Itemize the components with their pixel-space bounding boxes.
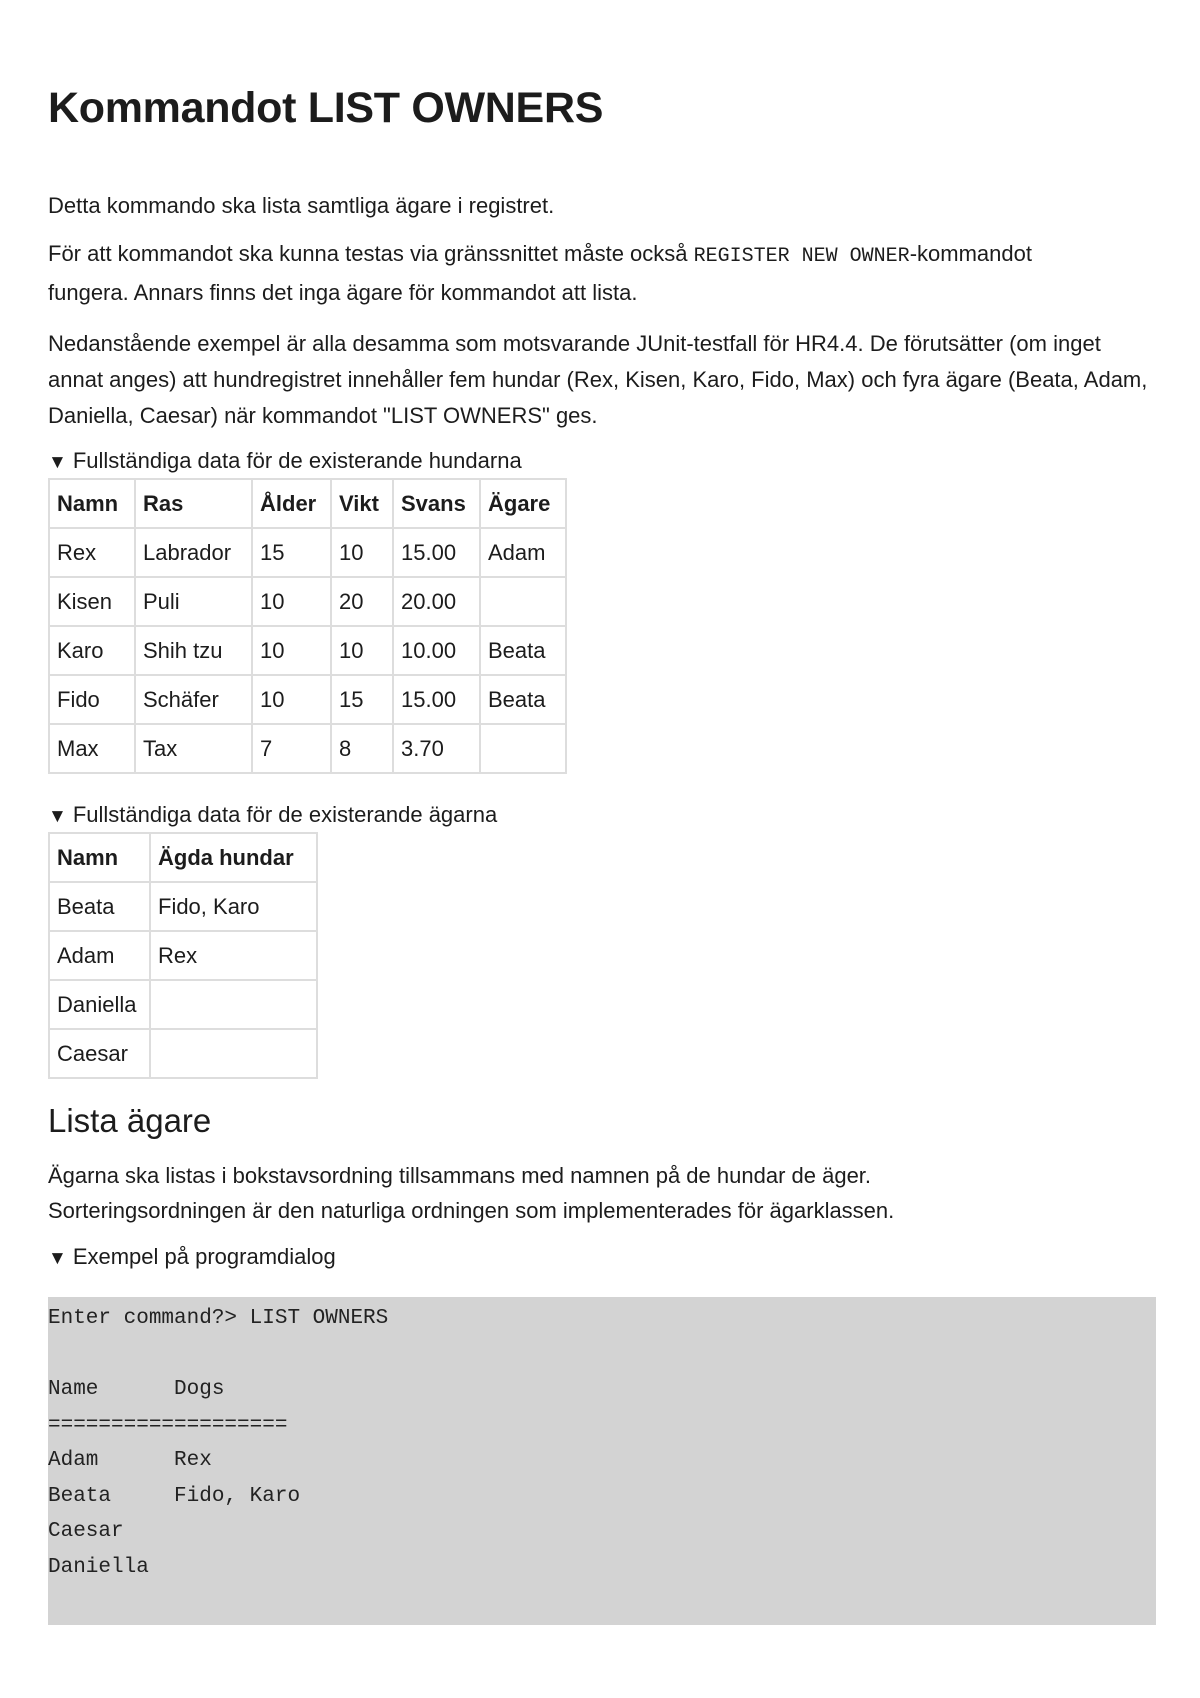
table-cell: 10 [331,528,393,577]
table-row [49,882,317,931]
table-row [49,1029,317,1078]
page-title: Kommandot LIST OWNERS [48,84,604,132]
table-row [49,626,566,675]
table-cell [480,724,566,773]
table-cell: Kisen [49,577,135,626]
dogs-summary-label: Fullständiga data för de existerande hundarna [72,448,522,473]
table-cell: 10 [252,675,331,724]
dogs-header-cell: Namn [49,479,135,528]
table-cell: 15 [331,675,393,724]
table-row [49,980,317,1029]
table-cell: 15.00 [393,528,480,577]
dogs-header-cell: Svans [393,479,480,528]
triangle-down-icon: ▼ [48,452,67,473]
table-cell: 10 [252,577,331,626]
table-cell: Beata [480,626,566,675]
table-cell: 15.00 [393,675,480,724]
table-cell: Shih tzu [135,626,252,675]
table-cell: Adam [480,528,566,577]
program-dialog-code-block: Enter command?> LIST OWNERS Name Dogs =================== Adam Rex Beata Fido, Karo Caesar Daniella [48,1297,1156,1625]
table-cell: Max [49,724,135,773]
dogs-table [48,478,567,774]
dogs-header-cell: Ålder [252,479,331,528]
intro-paragraph-2-text-b: -kommandot fungera. Annars finns det inga ägare för kommandot att lista. [48,241,1032,305]
owners-table [48,832,318,1079]
owners-summary-label: Fullständiga data för de existerande ägarna [72,802,498,827]
dialog-details-summary[interactable] [48,1244,336,1270]
list-owners-description: Ägarna ska listas i bokstavsordning tillsammans med namnen på de hundar de äger. Sorteringsordningen är den naturliga ordningen som implementerades för ägarklassen. [48,1163,895,1223]
owners-table-header-row [49,833,317,882]
table-row [49,528,566,577]
intro-paragraph-2 [48,236,1048,311]
dogs-header-cell: Ägare [480,479,566,528]
dogs-header-cell: Ras [135,479,252,528]
table-cell: Fido [49,675,135,724]
dogs-table-header-row [49,479,566,528]
owners-header-cell: Namn [49,833,150,882]
table-cell [480,577,566,626]
table-cell: 10 [331,626,393,675]
table-cell: Schäfer [135,675,252,724]
table-cell: 7 [252,724,331,773]
table-cell: Tax [135,724,252,773]
table-cell: Karo [49,626,135,675]
intro-paragraph-2-text-a: För att kommandot ska kunna testas via gränssnittet måste också [48,241,694,266]
table-cell: 3.70 [393,724,480,773]
table-cell: Puli [135,577,252,626]
table-cell: 10.00 [393,626,480,675]
table-cell: Adam [49,931,150,980]
table-cell [150,1029,317,1078]
dogs-details-summary[interactable] [48,448,522,474]
table-row [49,675,566,724]
intro-paragraph-3: Nedanstående exempel är alla desamma som motsvarande JUnit-testfall för HR4.4. De förutsätter (om inget annat anges) att hundregistret innehåller fem hundar (Rex, Kisen, Karo, Fido, Max) och fyra ägare (Beata, Adam, Daniella, Caesar) när kommandot "LIST OWNERS" ges. [48,331,1148,428]
list-owners-heading: Lista ägare [48,1102,212,1139]
dogs-header-cell: Vikt [331,479,393,528]
table-cell: Beata [49,882,150,931]
table-cell: Caesar [49,1029,150,1078]
table-row [49,577,566,626]
table-cell: 10 [252,626,331,675]
table-cell: 15 [252,528,331,577]
intro-paragraph-1: Detta kommando ska lista samtliga ägare i registret. [48,193,555,218]
table-cell: Fido, Karo [150,882,317,931]
table-row [49,931,317,980]
table-cell: Beata [480,675,566,724]
table-cell: Labrador [135,528,252,577]
dialog-summary-label: Exempel på programdialog [72,1244,336,1269]
triangle-down-icon: ▼ [48,1248,67,1269]
table-cell: 8 [331,724,393,773]
table-cell [150,980,317,1029]
table-cell: 20.00 [393,577,480,626]
table-cell: Daniella [49,980,150,1029]
table-cell: 20 [331,577,393,626]
table-row [49,724,566,773]
owners-header-cell: Ägda hundar [150,833,317,882]
owners-details-summary[interactable] [48,802,497,828]
table-cell: Rex [150,931,317,980]
triangle-down-icon: ▼ [48,806,67,827]
register-new-owner-code: REGISTER NEW OWNER [693,245,910,268]
table-cell: Rex [49,528,135,577]
